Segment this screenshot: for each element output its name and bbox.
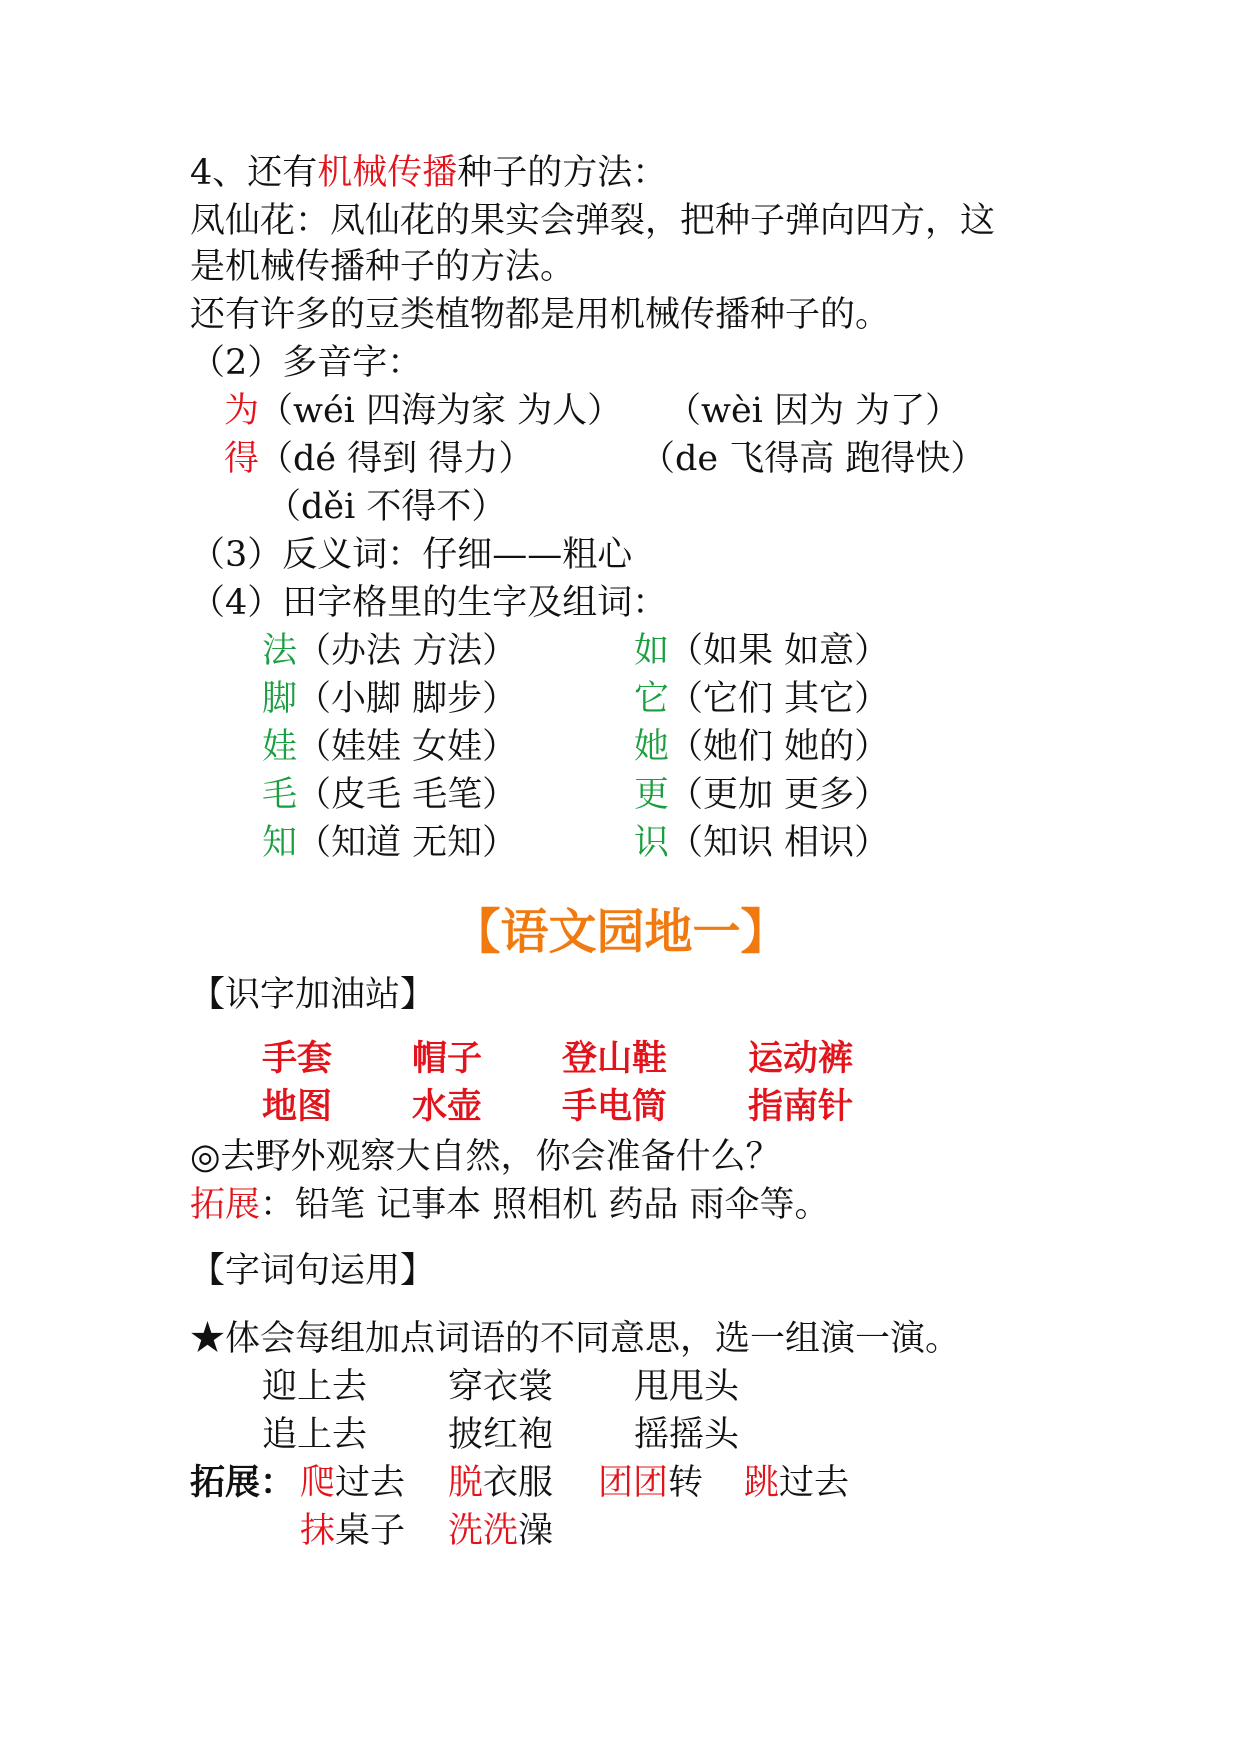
item: 水壶	[412, 1087, 483, 1127]
vocab-char: 更	[634, 775, 670, 815]
ext-rest: 转	[668, 1463, 704, 1503]
usage-heading: 【字词句运用】	[190, 1251, 436, 1291]
polyphonic-reading-1a: （wéi 四海为家 为人）	[258, 391, 623, 431]
ext-highlight: 洗洗	[448, 1511, 519, 1551]
antonym-line: （3）反义词：仔细——粗心	[190, 535, 633, 575]
ext-highlight: 爬	[300, 1463, 336, 1503]
text: 种子的方法：	[457, 153, 668, 193]
vocab-char: 毛	[262, 775, 298, 815]
vocab-char: 如	[634, 631, 670, 671]
section4-line4: 还有许多的豆类植物都是用机械传播种子的。	[190, 295, 891, 335]
vocab-char: 识	[634, 823, 670, 863]
vocab-char: 脚	[262, 679, 298, 719]
usage-word: 穿衣裳	[448, 1367, 554, 1407]
vocab-words: （办法 方法）	[296, 631, 518, 671]
item: 运动裤	[748, 1039, 854, 1079]
ext-highlight: 团团	[598, 1463, 669, 1503]
vocab-words: （皮毛 毛笔）	[296, 775, 518, 815]
usage-task: ★体会每组加点词语的不同意思，选一组演一演。	[190, 1319, 961, 1359]
item: 帽子	[412, 1039, 483, 1079]
polyphonic-char-1: 为	[224, 391, 260, 431]
item: 地图	[262, 1087, 333, 1127]
polyphonic-reading-extra: （děi 不得不）	[266, 487, 507, 527]
vocab-heading: （4）田字格里的生字及组词：	[190, 583, 668, 623]
ext-word	[300, 1460, 405, 1506]
vocab-char: 法	[262, 631, 298, 671]
vocab-words: （更加 更多）	[668, 775, 890, 815]
ext-highlight: 脱	[448, 1463, 484, 1503]
vocab-words: （它们 其它）	[668, 679, 890, 719]
ext-highlight: 抹	[300, 1511, 336, 1551]
usage-word: 摇摇头	[634, 1415, 740, 1455]
section4-line1	[190, 150, 667, 196]
vocab-words: （知识 相识）	[668, 823, 890, 863]
text: 4、还有	[190, 153, 318, 193]
expand-line	[190, 1182, 830, 1228]
vocab-char: 娃	[262, 727, 298, 767]
vocab-words: （她们 她的）	[668, 727, 890, 767]
section4-line3: 是机械传播种子的方法。	[190, 247, 576, 287]
ext-rest: 过去	[335, 1463, 406, 1503]
usage-expand-label: 拓展：	[190, 1463, 296, 1503]
item: 手电筒	[562, 1087, 668, 1127]
section-title: 【语文园地一】	[452, 904, 789, 960]
section4-line2: 凤仙花：凤仙花的果实会弹裂，把种子弹向四方，这	[190, 201, 996, 241]
polyphonic-heading: （2）多音字：	[190, 343, 423, 383]
highlight-text: 机械传播	[317, 153, 458, 193]
item: 手套	[262, 1039, 333, 1079]
vocab-char: 知	[262, 823, 298, 863]
ext-rest: 桌子	[335, 1511, 406, 1551]
polyphonic-reading-1b: （wèi 因为 为了）	[666, 391, 961, 431]
ext-word	[448, 1508, 553, 1554]
polyphonic-char-2: 得	[224, 439, 260, 479]
expand-text: ：铅笔 记事本 照相机 药品 雨伞等。	[260, 1185, 830, 1225]
vocab-words: （如果 如意）	[668, 631, 890, 671]
ext-rest: 澡	[518, 1511, 554, 1551]
question-line: ◎去野外观察大自然，你会准备什么？	[190, 1137, 781, 1177]
usage-word: 追上去	[262, 1415, 368, 1455]
ext-highlight: 跳	[744, 1463, 780, 1503]
ext-rest: 衣服	[483, 1463, 554, 1503]
ext-word	[598, 1460, 703, 1506]
vocab-words: （小脚 脚步）	[296, 679, 518, 719]
ext-rest: 过去	[779, 1463, 850, 1503]
usage-word: 披红袍	[448, 1415, 554, 1455]
item: 登山鞋	[562, 1039, 668, 1079]
usage-word: 迎上去	[262, 1367, 368, 1407]
ext-word	[448, 1460, 553, 1506]
polyphonic-reading-2a: （dé 得到 得力）	[258, 439, 534, 479]
station-heading: 【识字加油站】	[190, 975, 436, 1015]
vocab-words: （知道 无知）	[296, 823, 518, 863]
item: 指南针	[748, 1087, 854, 1127]
expand-label: 拓展	[190, 1185, 261, 1225]
ext-word	[744, 1460, 849, 1506]
ext-word	[300, 1508, 405, 1554]
polyphonic-reading-2b: （de 飞得高 跑得快）	[640, 439, 986, 479]
vocab-words: （娃娃 女娃）	[296, 727, 518, 767]
usage-word: 甩甩头	[634, 1367, 740, 1407]
vocab-char: 她	[634, 727, 670, 767]
vocab-char: 它	[634, 679, 670, 719]
